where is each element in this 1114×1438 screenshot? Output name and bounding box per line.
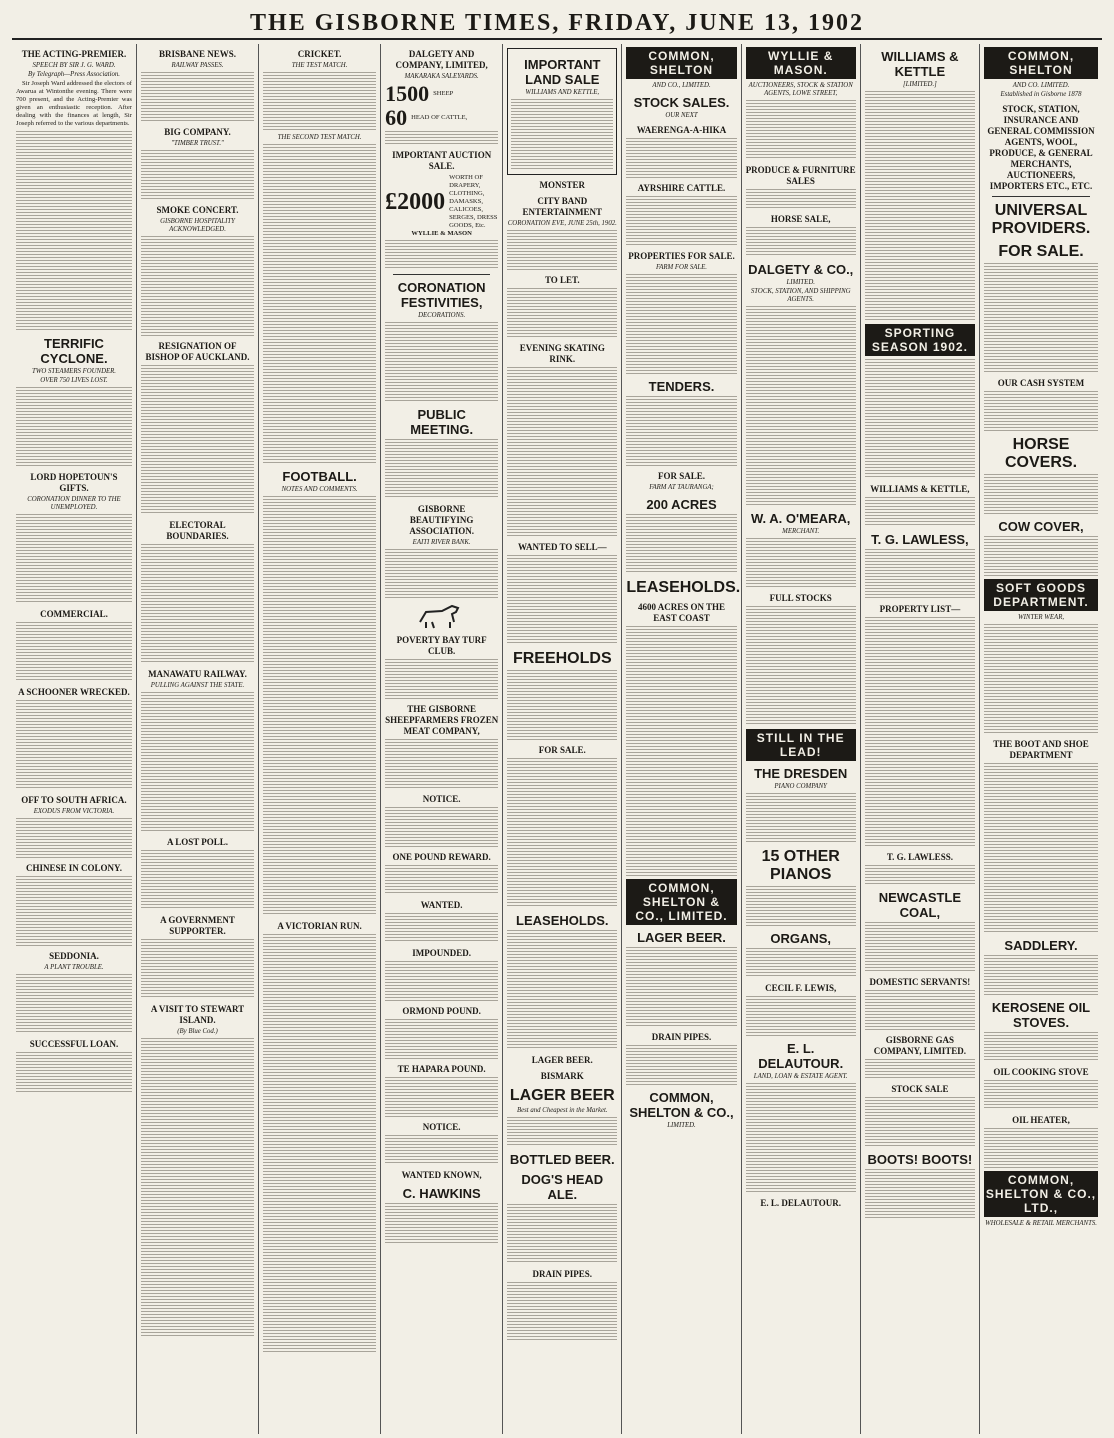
headline-bottled: BOTTLED BEER. <box>509 1152 615 1167</box>
headline-property-list: PROPERTY LIST— <box>879 604 961 614</box>
place: WAERENGA-A-HIKA <box>636 125 727 135</box>
headline-kerosene: KEROSENE OIL STOVES. <box>991 1000 1091 1030</box>
headline-boots: BOOTS! BOOTS! <box>867 1152 973 1167</box>
headline-monster: MONSTER <box>539 180 586 190</box>
headline-to-let: TO LET. <box>544 275 580 285</box>
ad-delautour: E. L. DELAUTOUR. <box>758 1041 844 1071</box>
ad-common-shelton-3: COMMON, SHELTON & CO., <box>629 1090 734 1120</box>
ad-omeara: W. A. O'MEARA, <box>751 511 851 526</box>
headline-south-africa: OFF TO SOUTH AFRICA. <box>21 795 127 805</box>
headline-properties: PROPERTIES FOR SALE. <box>628 251 735 261</box>
headline-organs: ORGANS, <box>770 931 832 946</box>
headline-big-company: BIG COMPANY. <box>164 127 231 137</box>
subhead: BISMARK <box>540 1071 584 1081</box>
subhead: AND CO. LIMITED. <box>1012 82 1070 89</box>
headline-coronation: CORONATION FESTIVITIES, <box>397 280 486 310</box>
big-number: £2000 <box>385 189 446 215</box>
subhead: CITY BAND ENTERTAINMENT <box>522 196 603 217</box>
subhead: STOCK, STATION, AND SHIPPING AGENTS. <box>750 288 851 303</box>
headline-drain: DRAIN PIPES. <box>532 1269 593 1279</box>
subhead: PULLING AGAINST THE STATE. <box>150 682 245 689</box>
subhead: EAITI RIVER BANK. <box>412 539 471 546</box>
column-3 <box>259 44 381 1434</box>
headline-reward: ONE POUND REWARD. <box>392 852 491 862</box>
headline-beautifying: GISBORNE BEAUTIFYING ASSOCIATION. <box>409 504 474 536</box>
headline-skating: EVENING SKATING RINK. <box>519 343 605 364</box>
headline-schooner: A SCHOONER WRECKED. <box>18 687 130 697</box>
headline-stock-sale: STOCK SALE <box>891 1084 949 1094</box>
subhead: "TIMBER TRUST." <box>171 140 224 147</box>
subhead: WILLIAMS AND KETTLE, <box>525 89 600 96</box>
big-number: 1500 <box>385 81 430 106</box>
headline-oil-heater: OIL HEATER, <box>1012 1115 1070 1125</box>
subhead: DECORATIONS. <box>418 312 466 319</box>
subhead: FARM FOR SALE. <box>655 264 708 271</box>
column-7 <box>742 44 861 1434</box>
headline-manawatu: MANAWATU RAILWAY. <box>148 669 247 679</box>
subhead: GISBORNE HOSPITALITY ACKNOWLEDGED. <box>160 218 235 233</box>
subhead: LIMITED. <box>786 279 815 286</box>
cattle-qty <box>385 107 498 129</box>
ad-williams-kettle-2: WILLIAMS & KETTLE, <box>870 484 970 494</box>
subhead: AUCTIONEERS, STOCK & STATION AGENTS, LOWE STREET, <box>748 82 853 97</box>
headline-te-hapara: TE HAPARA POUND. <box>397 1064 486 1074</box>
headline-smoke-concert: SMOKE CONCERT. <box>156 205 239 215</box>
subhead: TWO STEAMERS FOUNDER. <box>31 368 116 375</box>
headline-cash-system: OUR CASH SYSTEM <box>997 378 1085 388</box>
headline-pianos: 15 OTHER PIANOS <box>761 848 840 883</box>
name-hawkins: C. HAWKINS <box>402 1186 481 1201</box>
headline-govt-supporter: A GOVERNMENT SUPPORTER. <box>160 915 235 936</box>
subhead: THE TEST MATCH. <box>291 62 348 69</box>
headline-ayrshire: AYRSHIRE CATTLE. <box>637 183 726 193</box>
columns <box>12 44 1102 1434</box>
ad-land-sale <box>507 48 617 175</box>
headline-cyclone: TERRIFIC CYCLONE. <box>40 336 108 366</box>
column-5 <box>503 44 622 1434</box>
headline-full-stocks: FULL STOCKS <box>769 593 832 603</box>
headline-newcastle: NEWCASTLE COAL, <box>878 890 962 920</box>
headline-dresden: THE DRESDEN <box>754 766 848 781</box>
headline-sheepfarmers: THE GISBORNE SHEEPFARMERS FROZEN MEAT COMPANY, <box>385 704 499 736</box>
headline-produce: PRODUCE & FURNITURE SALES <box>745 165 856 186</box>
headline-ormond-pound: ORMOND POUND. <box>402 1006 481 1016</box>
ad-auction: IMPORTANT AUCTION SALE. <box>392 150 492 171</box>
subhead: WHOLESALE & RETAIL MERCHANTS. <box>985 1220 1097 1227</box>
ad-lawless: T. G. LAWLESS, <box>871 532 969 547</box>
label: HEAD OF CATTLE, <box>411 114 468 121</box>
headline-lost-poll: A LOST POLL. <box>166 837 229 847</box>
headline-agents: STOCK, STATION, INSURANCE AND GENERAL COMMISSION AGENTS, WOOL, PRODUCE, & GENERAL MERCHANTS, AUCTIONEERS, IMPORTERS ETC., ETC. <box>987 104 1095 191</box>
headline-bishop: RESIGNATION OF BISHOP OF AUCKLAND. <box>145 341 250 362</box>
subhead: Best and Cheapest in the Market. <box>516 1107 608 1114</box>
headline-sporting: SPORTING SEASON 1902. <box>865 324 975 356</box>
column-8 <box>861 44 980 1434</box>
headline-lager-2: LAGER BEER. <box>637 930 726 945</box>
headline-wanted-known: WANTED KNOWN, <box>401 1170 482 1180</box>
headline-notice: NOTICE. <box>422 794 461 804</box>
headline-impounded: IMPOUNDED. <box>412 948 472 958</box>
subhead: [LIMITED.] <box>902 81 937 88</box>
headline-seddonia: SEDDONIA. <box>49 951 99 961</box>
headline-cricket: CRICKET. <box>297 49 342 59</box>
column-9 <box>980 44 1102 1434</box>
ad-williams-kettle: WILLIAMS & KETTLE <box>881 49 959 79</box>
headline-football: FOOTBALL. <box>282 469 357 484</box>
headline-chinese: CHINESE IN COLONY. <box>26 863 122 873</box>
ad-common-shelton-main: COMMON, SHELTON <box>984 47 1098 79</box>
subhead: EXODUS FROM VICTORIA. <box>33 808 115 815</box>
headline-cooking-stove: OIL COOKING STOVE <box>993 1067 1089 1077</box>
subhead: CORONATION DINNER TO THE UNEMPLOYED. <box>27 496 121 511</box>
headline-drain-2: DRAIN PIPES. <box>651 1032 712 1042</box>
big-number: 60 <box>385 105 408 130</box>
subhead: A PLANT TROUBLE. <box>44 964 104 971</box>
headline-turf-club: POVERTY BAY TURF CLUB. <box>396 635 487 656</box>
headline-horse-covers: HORSE COVERS. <box>1005 436 1078 471</box>
headline-stewart-island: A VISIT TO STEWART ISLAND. <box>150 1004 245 1025</box>
headline-commercial: COMMERCIAL. <box>40 609 108 619</box>
ad-lewis: CECIL F. LEWIS, <box>765 983 837 993</box>
headline-universal: UNIVERSAL PROVIDERS. <box>991 202 1091 237</box>
column-1 <box>12 44 137 1434</box>
subhead: RAILWAY PASSES. <box>171 62 224 69</box>
subhead: MAKARAKA SALEYARDS. <box>404 73 479 80</box>
headline-acting-premier: THE ACTING-PREMIER. <box>21 49 127 59</box>
headline-soft-goods: SOFT GOODS DEPARTMENT. <box>984 579 1098 611</box>
lager-beer-big: LAGER BEER <box>509 1087 615 1104</box>
auctioneer: WYLLIE & MASON <box>411 230 472 237</box>
headline-still-lead: STILL IN THE LEAD! <box>746 729 856 761</box>
headline-brisbane: BRISBANE NEWS. <box>158 49 236 59</box>
ad-dalgety-2: DALGETY & CO., <box>748 262 854 277</box>
headline-dogs-head: DOG'S HEAD ALE. <box>521 1172 604 1202</box>
column-6 <box>622 44 741 1434</box>
headline-leaseholds-2: LEASEHOLDS. <box>626 579 741 596</box>
subhead: OUR NEXT <box>665 112 698 119</box>
headline-freeholds: FREEHOLDS <box>512 650 612 667</box>
subhead: PIANO COMPANY <box>774 783 827 790</box>
subhead: 4600 ACRES ON THE EAST COAST <box>637 602 726 623</box>
subhead: OVER 750 LIVES LOST. <box>40 377 108 384</box>
ad-delautour-2: E. L. DELAUTOUR. <box>760 1198 841 1208</box>
subhead: SPEECH BY SIR J. G. WARD. <box>32 62 116 69</box>
headline-hopetoun: LORD HOPETOUN'S GIFTS. <box>30 472 118 493</box>
subhead: NOTES AND COMMENTS. <box>281 486 358 493</box>
label: WORTH OF DRAPERY, CLOTHING, DAMASKS, CALICOES, SERGES, DRESS GOODS, Etc. <box>449 174 498 229</box>
headline-lager: LAGER BEER. <box>531 1055 593 1065</box>
headline-servants: DOMESTIC SERVANTS! <box>869 977 971 987</box>
headline-tenders: TENDERS. <box>648 379 715 394</box>
ad-lawless-2: T. G. LAWLESS. <box>886 852 953 862</box>
subhead: LIMITED. <box>667 1122 696 1129</box>
headline-saddlery: SADDLERY. <box>1004 938 1078 953</box>
headline-for-sale-3: FOR SALE. <box>998 243 1084 260</box>
horse-icon <box>385 602 498 630</box>
headline-wanted-sell: WANTED TO SELL— <box>517 542 607 552</box>
ad-common-shelton-bottom: COMMON, SHELTON & CO., LTD., <box>985 1173 1097 1215</box>
subhead: MERCHANT. <box>782 528 820 535</box>
headline-electoral: ELECTORAL BOUNDARIES. <box>166 520 229 541</box>
headline-wanted: WANTED. <box>420 900 463 910</box>
ad-gas: GISBORNE GAS COMPANY, LIMITED. <box>873 1035 967 1056</box>
headline-victorian-run: A VICTORIAN RUN. <box>277 921 362 931</box>
subhead: Established in Gisborne 1878 <box>1000 91 1082 98</box>
masthead: THE GISBORNE TIMES, FRIDAY, JUNE 13, 1902 <box>12 8 1102 40</box>
ad-wyllie-mason: WYLLIE & MASON. <box>746 47 856 79</box>
ad-common-shelton-2: COMMON, SHELTON & CO., LIMITED. <box>626 879 736 925</box>
headline-for-sale: FOR SALE. <box>538 745 586 755</box>
label: SHEEP <box>433 90 454 97</box>
subhead: LAND, LOAN & ESTATE AGENT. <box>753 1073 848 1080</box>
headline-boot-shoe: THE BOOT AND SHOE DEPARTMENT <box>993 739 1089 760</box>
subhead: AND CO., LIMITED. <box>652 82 711 89</box>
headline-notice-2: NOTICE. <box>422 1122 461 1132</box>
ad-common-shelton: COMMON, SHELTON <box>626 47 736 79</box>
headline-for-sale-2: FOR SALE. <box>657 471 705 481</box>
sheep-qty <box>385 83 498 105</box>
article-text: Sir Joseph Ward addressed the electors of Awarua at Wintonthe evening. There were 700 present, and the Acting-Premier was given an enthusiastic reception. After dealing with the finances at length, Sir Joseph referred to the various departments. <box>16 80 132 127</box>
acres: 200 ACRES <box>646 497 717 512</box>
subhead: (By Blue Cod.) <box>177 1028 218 1035</box>
ad-title: IMPORTANT LAND SALE <box>524 57 601 87</box>
headline-stock-sales: STOCK SALES. <box>633 95 730 110</box>
subhead: CORONATION EVE, JUNE 25th, 1902. <box>507 220 617 227</box>
subhead: FARM AT TAURANGA; <box>649 484 714 491</box>
column-2 <box>137 44 259 1434</box>
headline-leaseholds: LEASEHOLDS. <box>516 913 609 928</box>
ad-dalgety: DALGETY AND COMPANY, LIMITED, <box>395 49 488 70</box>
headline-horse-sale: HORSE SALE, <box>770 214 831 224</box>
subhead: WINTER WEAR, <box>1017 614 1065 621</box>
headline-cow-cover: COW COVER, <box>998 519 1084 534</box>
drapery-worth <box>385 174 498 230</box>
column-4 <box>381 44 503 1434</box>
subhead: THE SECOND TEST MATCH. <box>277 134 362 141</box>
headline-public-meeting: PUBLIC MEETING. <box>410 407 474 437</box>
credit: By Telegraph—Press Association. <box>27 71 121 78</box>
headline-loan: SUCCESSFUL LOAN. <box>29 1039 119 1049</box>
